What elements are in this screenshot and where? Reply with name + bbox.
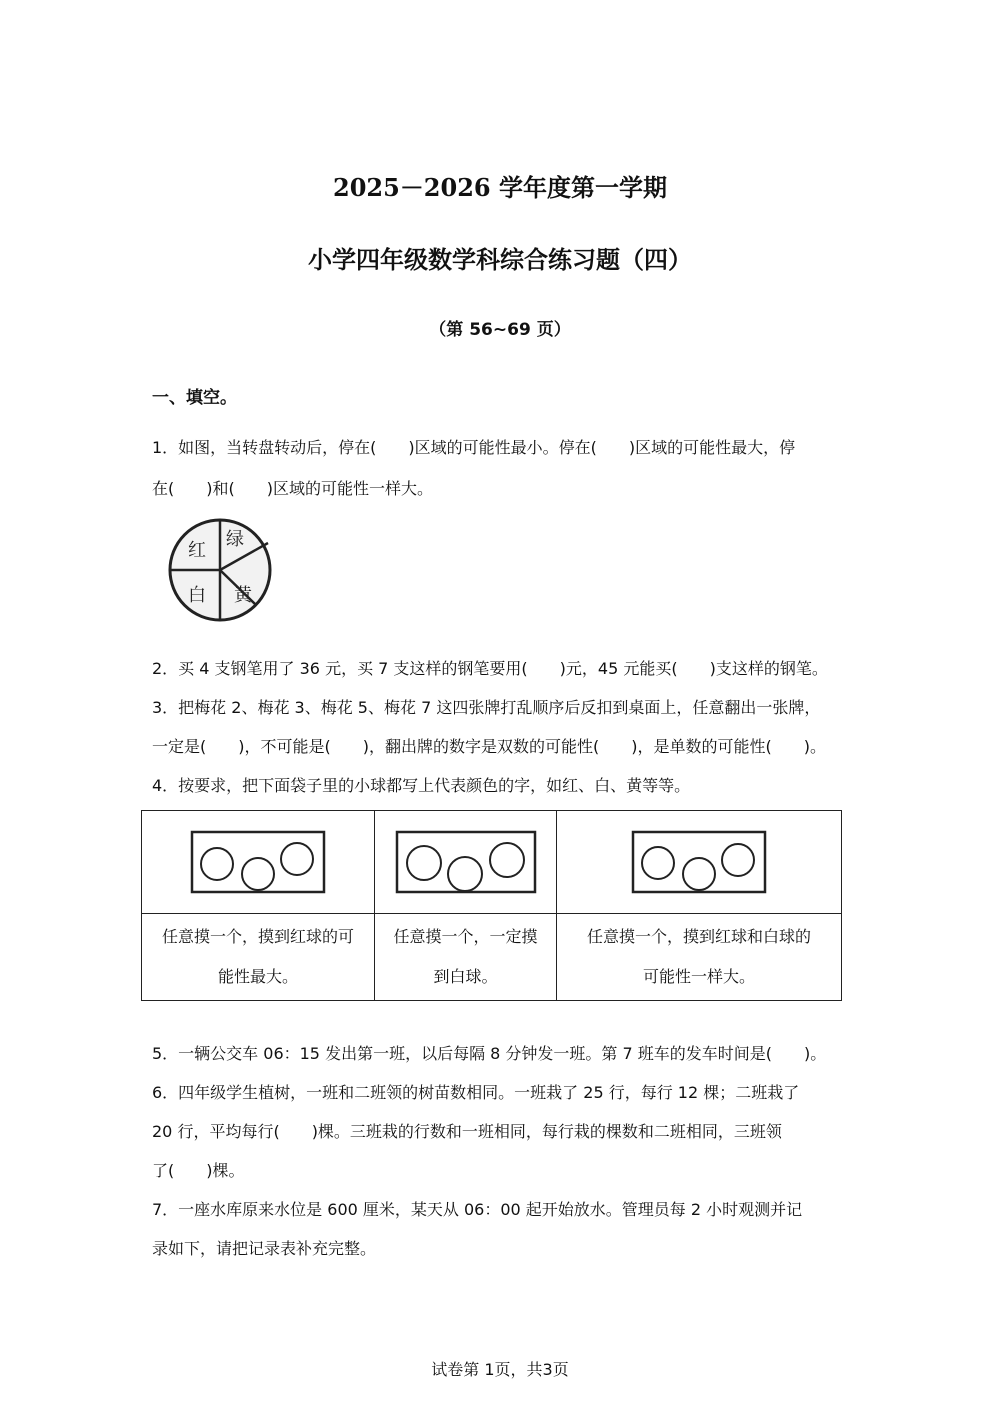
question-1-line-2: 在( )和( )区域的可能性一样大。 bbox=[152, 479, 433, 498]
bag-cell-1 bbox=[142, 811, 375, 914]
question-3-line-2: 一定是( )，不可能是( )，翻出牌的数字是双数的可能性( )，是单数的可能性( )。 bbox=[152, 737, 826, 756]
bag-with-balls-2 bbox=[395, 829, 537, 895]
title-line-1: 2025－2026 学年度第一学期 bbox=[333, 173, 667, 202]
requirement-1-line-1: 任意摸一个，摸到红球的可 bbox=[161, 927, 354, 946]
question-7-line-1: 7．一座水库原来水位是 600 厘米，某天从 06：00 起开始放水。管理员每 2 小时观测并记 bbox=[152, 1200, 803, 1219]
ball[interactable] bbox=[281, 843, 313, 875]
question-2: 2．买 4 支钢笔用了 36 元，买 7 支这样的钢笔要用( )元，45 元能买( )支这样的钢笔。 bbox=[152, 659, 828, 678]
ball[interactable] bbox=[722, 844, 754, 876]
bag-with-balls-1 bbox=[190, 829, 326, 895]
bag-row bbox=[142, 811, 842, 914]
question-1-line-1: 1．如图，当转盘转动后，停在( )区域的可能性最小。停在( )区域的可能性最大，停 bbox=[152, 438, 796, 457]
requirement-cell-2 bbox=[375, 914, 557, 1001]
spinner-diagram bbox=[168, 515, 278, 630]
bag-cell-3 bbox=[557, 811, 842, 914]
section-heading-fill-blank: 一、填空。 bbox=[152, 388, 237, 408]
bag-with-balls-3 bbox=[631, 829, 767, 895]
requirement-row bbox=[142, 914, 842, 1001]
question-3-line-1: 3．把梅花 2、梅花 3、梅花 5、梅花 7 这四张牌打乱顺序后反扣到桌面上，任意翻出一张牌， bbox=[152, 698, 821, 717]
requirement-cell-3 bbox=[557, 914, 842, 1001]
requirement-3-line-2: 可能性一样大。 bbox=[642, 967, 755, 986]
requirement-2-line-2: 到白球。 bbox=[433, 967, 498, 986]
question-7-line-2: 录如下，请把记录表补充完整。 bbox=[152, 1239, 377, 1258]
spinner-label-white: 白 bbox=[188, 585, 206, 606]
ball[interactable] bbox=[448, 857, 482, 891]
bag-cell-2 bbox=[375, 811, 557, 914]
title-line-2: 小学四年级数学科综合练习题（四） bbox=[308, 246, 692, 274]
requirement-1-line-2: 能性最大。 bbox=[217, 967, 298, 986]
requirement-cell-1 bbox=[142, 914, 375, 1001]
question-4: 4．按要求，把下面袋子里的小球都写上代表颜色的字，如红、白、黄等等。 bbox=[152, 776, 691, 795]
requirement-2-line-1: 任意摸一个，一定摸 bbox=[393, 927, 538, 946]
ball[interactable] bbox=[201, 848, 233, 880]
spinner-label-green: 绿 bbox=[226, 529, 244, 550]
spinner-label-red: 红 bbox=[188, 540, 206, 561]
ball[interactable] bbox=[490, 843, 524, 877]
page-footer: 试卷第 1页，共3页 bbox=[431, 1360, 569, 1379]
ball[interactable] bbox=[642, 847, 674, 879]
question-4-table bbox=[141, 810, 842, 1001]
question-6-line-3: 了( )棵。 bbox=[152, 1161, 245, 1180]
question-5: 5．一辆公交车 06：15 发出第一班，以后每隔 8 分钟发一班。第 7 班车的发车时间是( )。 bbox=[152, 1044, 827, 1063]
question-6-line-2: 20 行，平均每行( )棵。三班栽的行数和一班相同，每行栽的棵数和二班相同，三班领 bbox=[152, 1122, 782, 1141]
bag-outline bbox=[633, 832, 765, 892]
spinner-label-yellow: 黄 bbox=[234, 585, 252, 606]
page-range: （第 56~69 页） bbox=[429, 320, 571, 340]
ball[interactable] bbox=[407, 846, 441, 880]
bag-outline bbox=[397, 832, 535, 892]
ball[interactable] bbox=[683, 858, 715, 890]
ball[interactable] bbox=[242, 858, 274, 890]
requirement-3-line-1: 任意摸一个，摸到红球和白球的 bbox=[586, 927, 811, 946]
question-6-line-1: 6．四年级学生植树，一班和二班领的树苗数相同。一班栽了 25 行，每行 12 棵；二班栽了 bbox=[152, 1083, 800, 1102]
bag-outline bbox=[192, 832, 324, 892]
